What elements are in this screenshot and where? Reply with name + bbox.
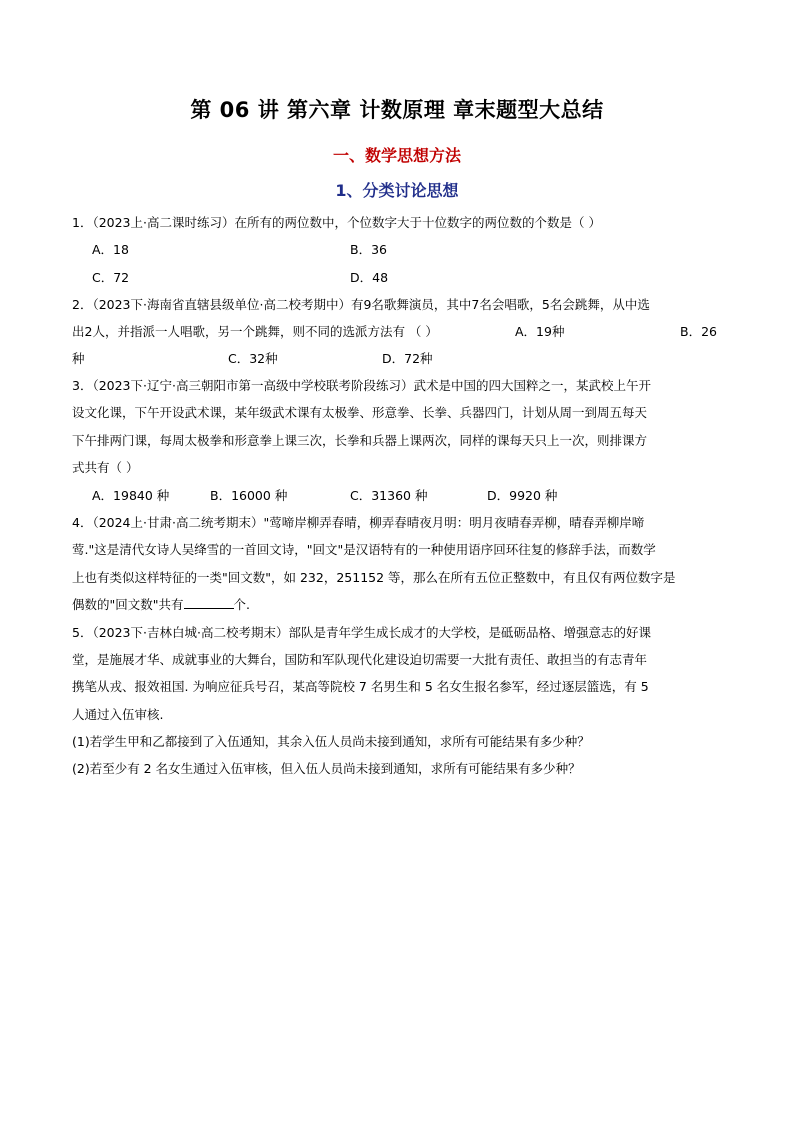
q2-line-1: 2．（2023下·海南省直辖县级单位·高二校考期中）有9名歌舞演员，其中7名会唱歌，5名会跳舞，从中选 (72, 297, 650, 312)
q2-line-2: 出2人，并指派一人唱歌，另一个跳舞，则不同的选派方法有 （ ） (72, 324, 438, 339)
q5-line-2: 堂，是施展才华、成就事业的大舞台，国防和军队现代化建设迫切需要一大批有责任、敢担当的有志青年 (72, 652, 648, 667)
q5-subquestion-1: (1)若学生甲和乙都接到了入伍通知，其余入伍人员尚未接到通知，求所有可能结果有多少种？ (72, 734, 590, 749)
q5-line-1: 5．（2023下·吉林白城·高二校考期末）部队是青年学生成长成才的大学校，是砥砺品格、增强意志的好课 (72, 625, 651, 640)
q4-line-4-text: 偶数的"回文数"共有 (72, 597, 184, 612)
q5-subquestion-2: (2)若至少有 2 名女生通过入伍审核，但入伍人员尚未接到通知，求所有可能结果有多少种？ (72, 761, 581, 776)
q3-line-2: 设文化课，下午开设武术课，某年级武术课有太极拳、形意拳、长拳、兵器四门，计划从周一到周五每天 (72, 405, 648, 420)
section-heading: 一、数学思想方法 (332, 146, 461, 165)
q2-option-d: D．72种 (382, 351, 433, 366)
q4-line-2: 莺."这是清代女诗人吴绛雪的一首回文诗，"回文"是汉语特有的一种使用语序回环往复的修辞手法，而数学 (72, 542, 656, 557)
q2-option-b-cont: 种 (72, 351, 85, 366)
page-title: 第 06 讲 第六章 计数原理 章末题型大总结 (190, 98, 604, 122)
q4-line-4 (72, 596, 724, 614)
q1-option-d: D．48 (350, 270, 389, 285)
answer-blank (184, 596, 234, 609)
q1-stem: 1．（2023上·高二课时练习）在所有的两位数中，个位数字大于十位数字的两位数的个数是（ ） (72, 215, 601, 230)
q1-option-a: A．18 (92, 242, 129, 257)
q3-option-a: A．19840 种 (92, 488, 170, 503)
q3-option-c: C．31360 种 (350, 488, 428, 503)
q4-line-3: 上也有类似这样特征的一类"回文数"，如 232，251152 等，那么在所有五位正整数中，有且仅有两位数字是 (72, 570, 676, 585)
q2-option-a: A．19种 (515, 324, 565, 339)
subsection-heading: 1、分类讨论思想 (335, 181, 459, 200)
q3-line-3: 下午排两门课，每周太极拳和形意拳上课三次，长拳和兵器上课两次，同样的课每天只上一次，则排课方 (72, 433, 648, 448)
q5-line-3: 携笔从戎、报效祖国. 为响应征兵号召，某高等院校 7 名男生和 5 名女生报名参军，经过逐层篮选，有 5 (72, 679, 649, 694)
q2-option-b: B．26 (680, 324, 717, 339)
q2-option-c: C．32种 (228, 351, 278, 366)
q3-option-b: B．16000 种 (210, 488, 288, 503)
q5-line-4: 人通过入伍审核. (72, 707, 164, 722)
q3-line-1: 3．（2023下·辽宁·高三朝阳市第一高级中学校联考阶段练习）武术是中国的四大国粹之一，某武校上午开 (72, 378, 651, 393)
q3-option-d: D．9920 种 (487, 488, 558, 503)
q4-line-4-end: 个. (233, 597, 250, 612)
q1-option-b: B．36 (350, 242, 387, 257)
q1-option-c: C．72 (92, 270, 130, 285)
q3-line-4: 式共有（ ） (72, 460, 139, 475)
q4-line-1: 4．（2024上·甘肃·高二统考期末）"莺啼岸柳弄春晴，柳弄春晴夜月明：明月夜晴春弄柳，晴春弄柳岸啼 (72, 515, 645, 530)
